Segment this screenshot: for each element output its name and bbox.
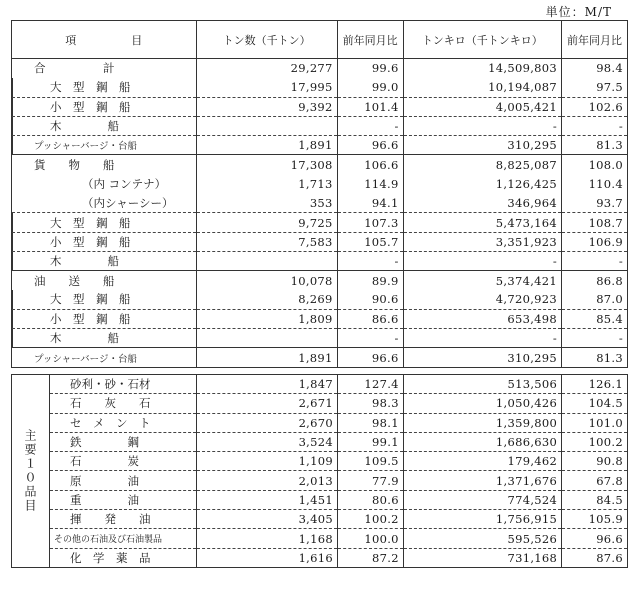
tons-cell: [196, 116, 337, 135]
tonkm-yoy-cell: 98.4: [562, 59, 628, 78]
tons-yoy-cell: 100.0: [338, 529, 404, 548]
tonkm-yoy-cell: 126.1: [562, 375, 628, 394]
tons-yoy-cell: 89.9: [337, 271, 403, 290]
tons-cell: 17,995: [196, 78, 337, 97]
tons-cell: 1,847: [196, 375, 337, 394]
row-label: 合 計: [12, 59, 197, 78]
tonkm-yoy-cell: -: [562, 329, 628, 348]
tons-cell: 9,725: [196, 213, 337, 232]
tons-cell: 1,891: [196, 348, 337, 367]
main-table: [11, 20, 628, 368]
tons-cell: 1,616: [196, 548, 337, 567]
tonkm-cell: 1,371,676: [403, 471, 561, 490]
table-row: [12, 329, 628, 348]
row-label: 鉄 鋼: [50, 432, 197, 451]
row-label: （内シャーシー）: [12, 194, 197, 213]
table-row: [12, 290, 628, 309]
tonkm-cell: 4,005,421: [403, 97, 561, 116]
tonkm-cell: 14,509,803: [403, 59, 561, 78]
row-label: 油 送 船: [12, 271, 197, 290]
tons-yoy-cell: 77.9: [338, 471, 404, 490]
row-label: 木 船: [12, 251, 197, 270]
table-row: [12, 194, 628, 213]
tonkm-cell: 653,498: [403, 309, 561, 328]
tonkm-yoy-cell: 86.8: [562, 271, 628, 290]
tonkm-yoy-cell: 85.4: [562, 309, 628, 328]
tons-cell: 10,078: [196, 271, 337, 290]
table-row: [12, 174, 628, 193]
tons-yoy-cell: -: [337, 116, 403, 135]
tons-yoy-cell: 94.1: [337, 194, 403, 213]
table-row: [12, 432, 628, 451]
tons-yoy-cell: 106.6: [337, 155, 403, 174]
tonkm-cell: 1,050,426: [403, 394, 561, 413]
tons-cell: 29,277: [196, 59, 337, 78]
row-label: プッシャーバージ・台船: [12, 348, 197, 367]
tonkm-cell: 1,686,630: [403, 432, 561, 451]
tonkm-yoy-cell: 87.6: [562, 548, 628, 567]
row-label: 重 油: [50, 490, 197, 509]
tons-cell: 8,269: [196, 290, 337, 309]
row-label: （内 コンテナ）: [12, 174, 197, 193]
header-tonkm: トンキロ（千トンキロ）: [403, 21, 561, 59]
row-label: 大 型 鋼 船: [12, 290, 197, 309]
row-label: 小 型 鋼 船: [12, 309, 197, 328]
tons-cell: 353: [196, 194, 337, 213]
tonkm-yoy-cell: -: [562, 251, 628, 270]
tonkm-cell: 5,473,164: [403, 213, 561, 232]
table-row: [12, 490, 628, 509]
table-row: [12, 452, 628, 471]
tonkm-cell: 595,526: [403, 529, 561, 548]
tons-yoy-cell: 101.4: [337, 97, 403, 116]
tons-yoy-cell: -: [337, 329, 403, 348]
row-label: 石 炭: [50, 452, 197, 471]
tonkm-cell: 310,295: [403, 136, 561, 155]
tonkm-cell: 310,295: [403, 348, 561, 367]
header-row: [12, 21, 628, 59]
tons-yoy-cell: 86.6: [337, 309, 403, 328]
tons-cell: 2,670: [196, 413, 337, 432]
table-row: [12, 136, 628, 155]
tonkm-cell: 1,756,915: [403, 510, 561, 529]
row-label: プッシャーバージ・台船: [12, 136, 197, 155]
table-row: [12, 394, 628, 413]
tons-yoy-cell: 99.6: [337, 59, 403, 78]
table-row: [12, 348, 628, 367]
table-row: [12, 529, 628, 548]
tons-yoy-cell: 96.6: [337, 136, 403, 155]
table-row: [12, 251, 628, 270]
tonkm-yoy-cell: 106.9: [562, 232, 628, 251]
tonkm-cell: 3,351,923: [403, 232, 561, 251]
table-row: [12, 471, 628, 490]
tonkm-yoy-cell: 87.0: [562, 290, 628, 309]
tonkm-yoy-cell: -: [562, 116, 628, 135]
tonkm-yoy-cell: 90.8: [562, 452, 628, 471]
tonkm-yoy-cell: 67.8: [562, 471, 628, 490]
tonkm-cell: 346,964: [403, 194, 561, 213]
tonkm-cell: -: [403, 251, 561, 270]
table-row: [12, 271, 628, 290]
tons-yoy-cell: 96.6: [337, 348, 403, 367]
tons-cell: 1,713: [196, 174, 337, 193]
tonkm-yoy-cell: 101.0: [562, 413, 628, 432]
table-row: [12, 155, 628, 174]
tons-cell: 7,583: [196, 232, 337, 251]
tonkm-yoy-cell: 110.4: [562, 174, 628, 193]
table-row: [12, 97, 628, 116]
tonkm-cell: 4,720,923: [403, 290, 561, 309]
tonkm-yoy-cell: 81.3: [562, 136, 628, 155]
tonkm-cell: 774,524: [403, 490, 561, 509]
tons-yoy-cell: 100.2: [338, 510, 404, 529]
tonkm-yoy-cell: 104.5: [562, 394, 628, 413]
tons-cell: 3,524: [196, 432, 337, 451]
tonkm-yoy-cell: 97.5: [562, 78, 628, 97]
tonkm-yoy-cell: 81.3: [562, 348, 628, 367]
tonkm-cell: 731,168: [403, 548, 561, 567]
table-row: [12, 413, 628, 432]
tons-yoy-cell: -: [337, 251, 403, 270]
table-row: [12, 116, 628, 135]
tonkm-yoy-cell: 102.6: [562, 97, 628, 116]
tonkm-cell: -: [403, 329, 561, 348]
tons-cell: 1,168: [196, 529, 337, 548]
tons-yoy-cell: 109.5: [338, 452, 404, 471]
tons-cell: 1,891: [196, 136, 337, 155]
tons-yoy-cell: 99.1: [338, 432, 404, 451]
tons-cell: 2,671: [196, 394, 337, 413]
tons-cell: 2,013: [196, 471, 337, 490]
tons-yoy-cell: 90.6: [337, 290, 403, 309]
tons-yoy-cell: 127.4: [338, 375, 404, 394]
row-label: 石 灰 石: [50, 394, 197, 413]
row-label: 大 型 鋼 船: [12, 78, 197, 97]
tons-cell: 3,405: [196, 510, 337, 529]
table-row: [12, 375, 628, 394]
row-label: 化 学 薬 品: [50, 548, 197, 567]
table-row: [12, 510, 628, 529]
row-label: セ メ ン ト: [50, 413, 197, 432]
tonkm-yoy-cell: 108.7: [562, 213, 628, 232]
row-label: 砂利・砂・石材: [50, 375, 197, 394]
tons-yoy-cell: 98.1: [338, 413, 404, 432]
tons-yoy-cell: 98.3: [338, 394, 404, 413]
tons-yoy-cell: 107.3: [337, 213, 403, 232]
tonkm-yoy-cell: 100.2: [562, 432, 628, 451]
tonkm-cell: 179,462: [403, 452, 561, 471]
tons-cell: 1,109: [196, 452, 337, 471]
tonkm-yoy-cell: 105.9: [562, 510, 628, 529]
row-label: 木 船: [12, 329, 197, 348]
row-label: 大 型 鋼 船: [12, 213, 197, 232]
row-label: 原 油: [50, 471, 197, 490]
top10-side-label: 主要１０品目: [12, 375, 50, 568]
tons-yoy-cell: 99.0: [337, 78, 403, 97]
tonkm-yoy-cell: 84.5: [562, 490, 628, 509]
row-label: その他の石油及び石油製品: [50, 529, 197, 548]
tonkm-cell: -: [403, 116, 561, 135]
tons-yoy-cell: 105.7: [337, 232, 403, 251]
tons-cell: [196, 251, 337, 270]
unit-label: 単位：M/T: [545, 5, 612, 19]
header-item: 項 目: [12, 21, 197, 59]
row-label: 貨 物 船: [12, 155, 197, 174]
tonkm-cell: 1,359,800: [403, 413, 561, 432]
tons-yoy-cell: 87.2: [338, 548, 404, 567]
tonkm-yoy-cell: 93.7: [562, 194, 628, 213]
header-tons: トン数（千トン）: [196, 21, 337, 59]
tonkm-yoy-cell: 108.0: [562, 155, 628, 174]
tons-yoy-cell: 80.6: [338, 490, 404, 509]
tons-cell: [196, 329, 337, 348]
tonkm-cell: 10,194,087: [403, 78, 561, 97]
row-label: 木 船: [12, 116, 197, 135]
tonkm-cell: 1,126,425: [403, 174, 561, 193]
header-tons-yoy: 前年同月比: [337, 21, 403, 59]
tons-cell: 17,308: [196, 155, 337, 174]
row-label: 揮 発 油: [50, 510, 197, 529]
row-label: 小 型 鋼 船: [12, 97, 197, 116]
tonkm-yoy-cell: 96.6: [562, 529, 628, 548]
row-label: 小 型 鋼 船: [12, 232, 197, 251]
header-tonkm-yoy: 前年同月比: [562, 21, 628, 59]
tons-yoy-cell: 114.9: [337, 174, 403, 193]
table-row: [12, 309, 628, 328]
top10-table: [11, 374, 628, 568]
table-row: [12, 78, 628, 97]
tonkm-cell: 5,374,421: [403, 271, 561, 290]
table-row: [12, 213, 628, 232]
tons-cell: 1,809: [196, 309, 337, 328]
tonkm-cell: 8,825,087: [403, 155, 561, 174]
tons-cell: 1,451: [196, 490, 337, 509]
table-row: [12, 59, 628, 78]
table-row: [12, 232, 628, 251]
table-row: [12, 548, 628, 567]
tonkm-cell: 513,506: [403, 375, 561, 394]
tons-cell: 9,392: [196, 97, 337, 116]
